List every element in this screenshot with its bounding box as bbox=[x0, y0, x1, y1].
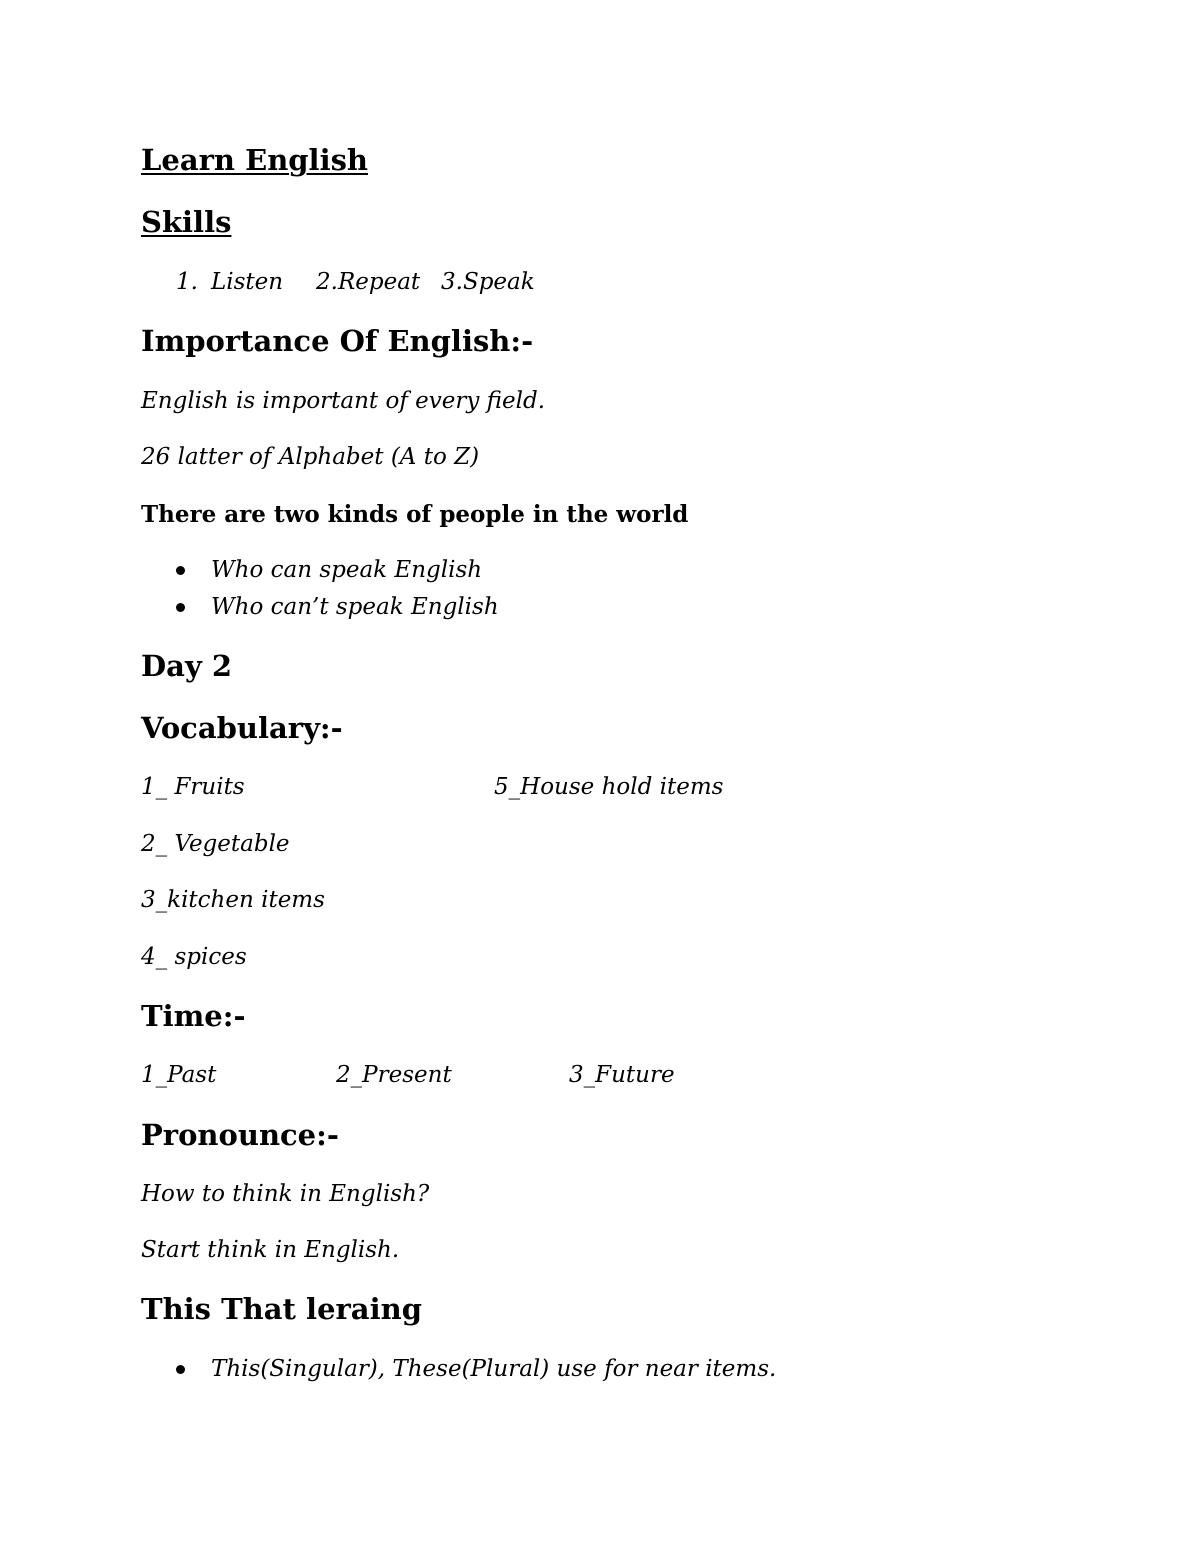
vocabulary-item-3: 3_kitchen items bbox=[141, 887, 325, 913]
bullet-icon bbox=[176, 1365, 185, 1374]
importance-heading: Importance Of English:- bbox=[141, 324, 534, 358]
time-item-past: 1_Past bbox=[141, 1062, 217, 1088]
vocabulary-item-2: 2_ Vegetable bbox=[141, 831, 290, 857]
pronounce-heading: Pronounce:- bbox=[141, 1118, 339, 1152]
page-title: Learn English bbox=[141, 143, 369, 177]
this-that-heading: This That leraing bbox=[141, 1292, 422, 1326]
skill-speak: 3.Speak bbox=[441, 269, 535, 295]
vocabulary-item-4: 4_ spices bbox=[141, 944, 247, 970]
skill-repeat: 2.Repeat bbox=[316, 269, 421, 295]
bullet-icon bbox=[176, 603, 185, 612]
this-that-bullet-1: This(Singular), These(Plural) use for near items. bbox=[211, 1356, 777, 1382]
vocabulary-item-1: 1_ Fruits bbox=[141, 774, 245, 800]
pronounce-line-2: Start think in English. bbox=[141, 1237, 400, 1263]
pronounce-line-1: How to think in English? bbox=[141, 1181, 430, 1207]
importance-line-1: English is important of every field. bbox=[141, 388, 546, 414]
skill-listen: Listen bbox=[211, 269, 284, 295]
time-heading: Time:- bbox=[141, 999, 246, 1033]
kinds-heading: There are two kinds of people in the world bbox=[141, 501, 689, 528]
kinds-bullet-1: Who can speak English bbox=[211, 557, 483, 583]
vocabulary-heading: Vocabulary:- bbox=[141, 711, 343, 745]
time-item-future: 3_Future bbox=[569, 1062, 675, 1088]
kinds-bullet-2: Who can’t speak English bbox=[211, 594, 499, 620]
skills-heading: Skills bbox=[141, 205, 232, 239]
time-item-present: 2_Present bbox=[336, 1062, 452, 1088]
bullet-icon bbox=[176, 566, 185, 575]
vocabulary-item-5: 5_House hold items bbox=[494, 774, 724, 800]
skills-list-number: 1. bbox=[176, 269, 198, 295]
day-heading: Day 2 bbox=[141, 649, 233, 683]
importance-line-2: 26 latter of Alphabet (A to Z) bbox=[141, 444, 480, 470]
